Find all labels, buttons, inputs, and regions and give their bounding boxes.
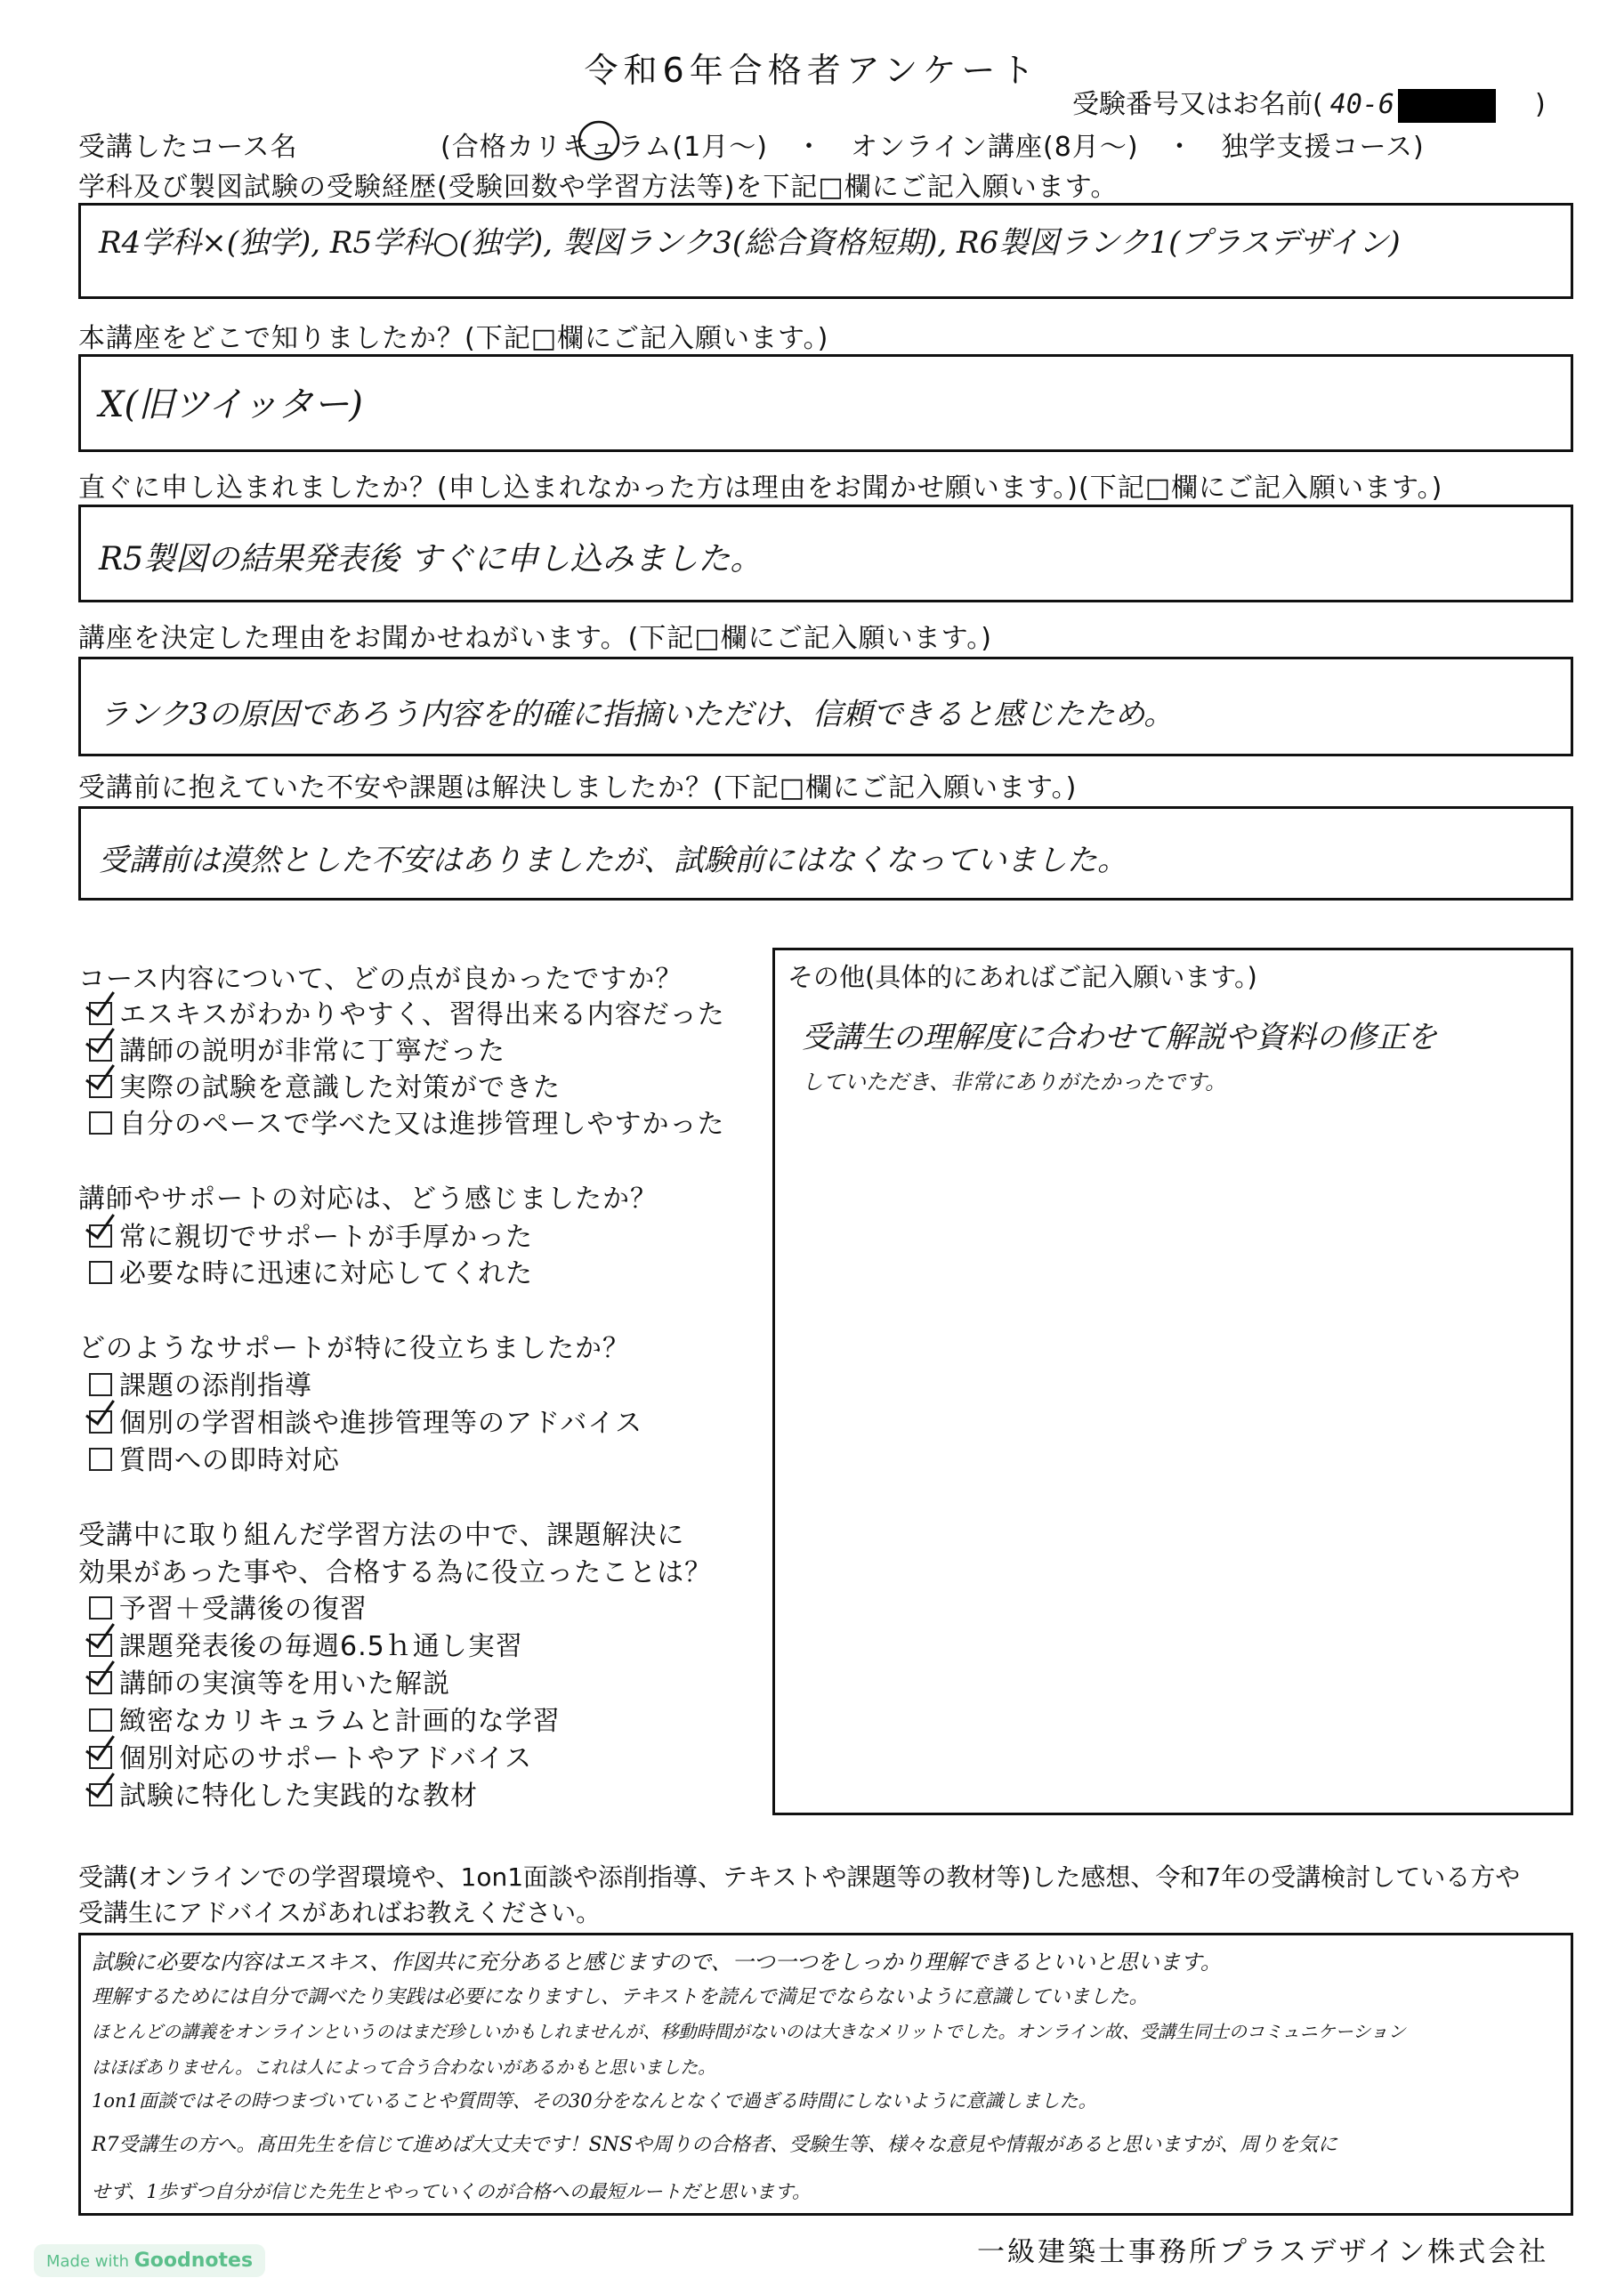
option-label: 必要な時に迅速に対応してくれた	[119, 1258, 533, 1289]
q4-answer: ランク3の原因であろう内容を的確に指摘いただけ、信頼できると感じたため。	[99, 697, 1175, 732]
option-label: 質問への即時対応	[119, 1445, 340, 1476]
section3-title: どのようなサポートが特に役立ちましたか？	[78, 1333, 630, 1364]
section4-option[interactable]	[89, 1587, 368, 1626]
impressions-line: ほとんどの講義をオンラインというのはまだ珍しいかもしれませんが、移動時間がないのは大きなメリットでした。オンライン故、受講生同士のコミュニケーション	[92, 2021, 1406, 2042]
option-label: 講師の実演等を用いた解説	[119, 1668, 450, 1700]
checkbox-checked[interactable]	[89, 1671, 112, 1694]
section2-option[interactable]	[89, 1215, 533, 1254]
section1-option[interactable]	[89, 992, 725, 1031]
option-label: 自分のペースで学べた又は進捗管理しやすかった	[119, 1109, 725, 1140]
section1-option[interactable]	[89, 1102, 725, 1141]
option-label: 予習＋受講後の復習	[119, 1594, 368, 1625]
q5-answer-box	[78, 806, 1573, 901]
impressions-line: はほぼありません。これは人によって合う合わないがあるかもと思いました。	[92, 2056, 716, 2078]
section4-title-line2: 効果があった事や、合格する為に役立ったことは？	[78, 1557, 713, 1588]
option-label: 講師の説明が非常に丁寧だった	[119, 1036, 505, 1067]
section3-option[interactable]	[89, 1363, 312, 1402]
exam-number-field	[1072, 82, 1546, 123]
option-label: 個別の学習相談や進捗管理等のアドバイス	[119, 1408, 643, 1439]
section4-option[interactable]	[89, 1773, 478, 1813]
option-label: 常に親切でサポートが手厚かった	[119, 1222, 533, 1253]
course-selection-circle	[577, 119, 621, 162]
other-comments-box	[772, 948, 1573, 1815]
q3-answer: R5製図の結果発表後 すぐに申し込みました。	[99, 541, 763, 578]
q2-question: 本講座をどこで知りましたか？(下記□欄にご記入願います。)	[78, 323, 829, 354]
impressions-line: せず、1歩ずつ自分が信じた先生とやっていくのが合格への最短ルートだと思います。	[92, 2181, 811, 2202]
section3-option[interactable]	[89, 1438, 340, 1477]
section3-option[interactable]	[89, 1401, 642, 1440]
section1-option[interactable]	[89, 1029, 505, 1068]
option-label: 試験に特化した実践的な教材	[119, 1781, 478, 1812]
other-answer-line1: 受講生の理解度に合わせて解説や資料の修正を	[802, 1020, 1437, 1055]
course-row	[78, 125, 1425, 164]
option-label: 個別対応のサポートやアドバイス	[119, 1743, 533, 1774]
impressions-line: R7受講生の方へ。髙田先生を信じて進めば大丈夫です！SNSや周りの合格者、受験生等、様々な意見や情報があると思いますが、周りを気に	[92, 2134, 1337, 2156]
impressions-answer-box	[78, 1933, 1573, 2216]
option-label: 実際の試験を意識した対策ができた	[119, 1072, 561, 1103]
section4-option[interactable]	[89, 1624, 523, 1663]
checkbox[interactable]	[89, 1373, 112, 1396]
impressions-line: 1on1面談ではその時つまづいていることや質問等、その30分をなんとなくで過ぎる時間にしないように意識しました。	[92, 2090, 1097, 2112]
q2-answer-box	[78, 354, 1573, 452]
checkbox[interactable]	[89, 1448, 112, 1471]
impressions-question-line2: 受講生にアドバイスがあればお教えください。	[78, 1898, 602, 1927]
section2-title: 講師やサポートの対応は、どう感じましたか？	[78, 1183, 658, 1215]
section4-option[interactable]	[89, 1736, 532, 1775]
section2-option[interactable]	[89, 1251, 533, 1290]
watermark-prefix: Made with	[46, 2252, 129, 2271]
option-label: エスキスがわかりやすく、習得出来る内容だった	[119, 999, 725, 1030]
checkbox[interactable]	[89, 1708, 112, 1732]
course-options: (合格カリキュラム(1月～) ・ オンライン講座(8月～) ・ 独学支援コース)	[440, 132, 1425, 163]
checkbox-checked[interactable]	[89, 1410, 112, 1434]
course-label: 受講したコース名	[78, 132, 298, 163]
checkbox-checked[interactable]	[89, 1634, 112, 1657]
q5-answer: 受講前は漠然とした不安はありましたが、試験前にはなくなっていました。	[99, 843, 1127, 878]
checkbox[interactable]	[89, 1261, 112, 1284]
option-label: 課題の添削指導	[119, 1370, 312, 1402]
section1-title: コース内容について、どの点が良かったですか？	[78, 964, 683, 995]
checkbox[interactable]	[89, 1111, 112, 1135]
impressions-question-line1: 受講(オンラインでの学習環境や、1on1面談や添削指導、テキストや課題等の教材等)した感想、令和7年の受講検討している方や	[78, 1862, 1521, 1892]
page-title: 令和6年合格者アンケート	[584, 51, 1040, 90]
exam-close-paren: )	[1534, 89, 1546, 120]
q3-question: 直ぐに申し込まれましたか？(申し込まれなかった方は理由をお聞かせ願います。)(下記□欄にご記入願います。)	[78, 473, 1443, 504]
q2-answer: X(旧ツイッター)	[99, 384, 363, 425]
q1-answer-box	[78, 203, 1573, 299]
other-answer-line2: していただき、非常にありがたかったです。	[802, 1070, 1227, 1095]
exam-open-paren: (	[1313, 89, 1323, 120]
checkbox-checked[interactable]	[89, 1224, 112, 1248]
section4-option[interactable]	[89, 1699, 561, 1738]
option-label: 課題発表後の毎週6.5ｈ通し実習	[119, 1631, 523, 1662]
impressions-line: 試験に必要な内容はエスキス、作図共に充分あると感じますので、一つ一つをしっかり理解できるといいと思います。	[92, 1950, 1222, 1975]
checkbox-checked[interactable]	[89, 1746, 112, 1769]
q1-question: 学科及び製図試験の受験経歴(受験回数や学習方法等)を下記□欄にご記入願います。	[78, 172, 1119, 203]
q1-answer: R4学科×(独学), R5学科○(独学), 製図ランク3(総合資格短期), R6製図ランク1(プラスデザイン)	[99, 225, 1401, 261]
q3-answer-box	[78, 505, 1573, 602]
company-name: 一級建築士事務所プラスデザイン株式会社	[977, 2236, 1549, 2268]
checkbox[interactable]	[89, 1596, 112, 1620]
watermark-brand: Goodnotes	[133, 2250, 254, 2272]
exam-number-label: 受験番号又はお名前	[1072, 89, 1313, 120]
exam-number-value: 40-6	[1329, 89, 1394, 120]
section4-option[interactable]	[89, 1661, 450, 1700]
redaction-block	[1398, 89, 1496, 123]
checkbox-checked[interactable]	[89, 1783, 112, 1806]
checkbox-checked[interactable]	[89, 1075, 112, 1098]
q4-question: 講座を決定した理由をお聞かせねがいます。(下記□欄にご記入願います。)	[78, 623, 992, 654]
q5-question: 受講前に抱えていた不安や課題は解決しましたか？(下記□欄にご記入願います。)	[78, 772, 1078, 804]
impressions-line: 理解するためには自分で調べたり実践は必要になりますし、テキストを読んで満足でならないように意識していました。	[92, 1986, 1149, 2008]
section1-option[interactable]	[89, 1065, 561, 1104]
option-label: 緻密なカリキュラムと計画的な学習	[119, 1706, 561, 1737]
section4-title: 受講中に取り組んだ学習方法の中で、課題解決に	[78, 1520, 685, 1551]
other-title: その他(具体的にあればご記入願います。)	[788, 962, 1257, 992]
goodnotes-watermark	[34, 2244, 265, 2277]
q4-answer-box	[78, 657, 1573, 756]
